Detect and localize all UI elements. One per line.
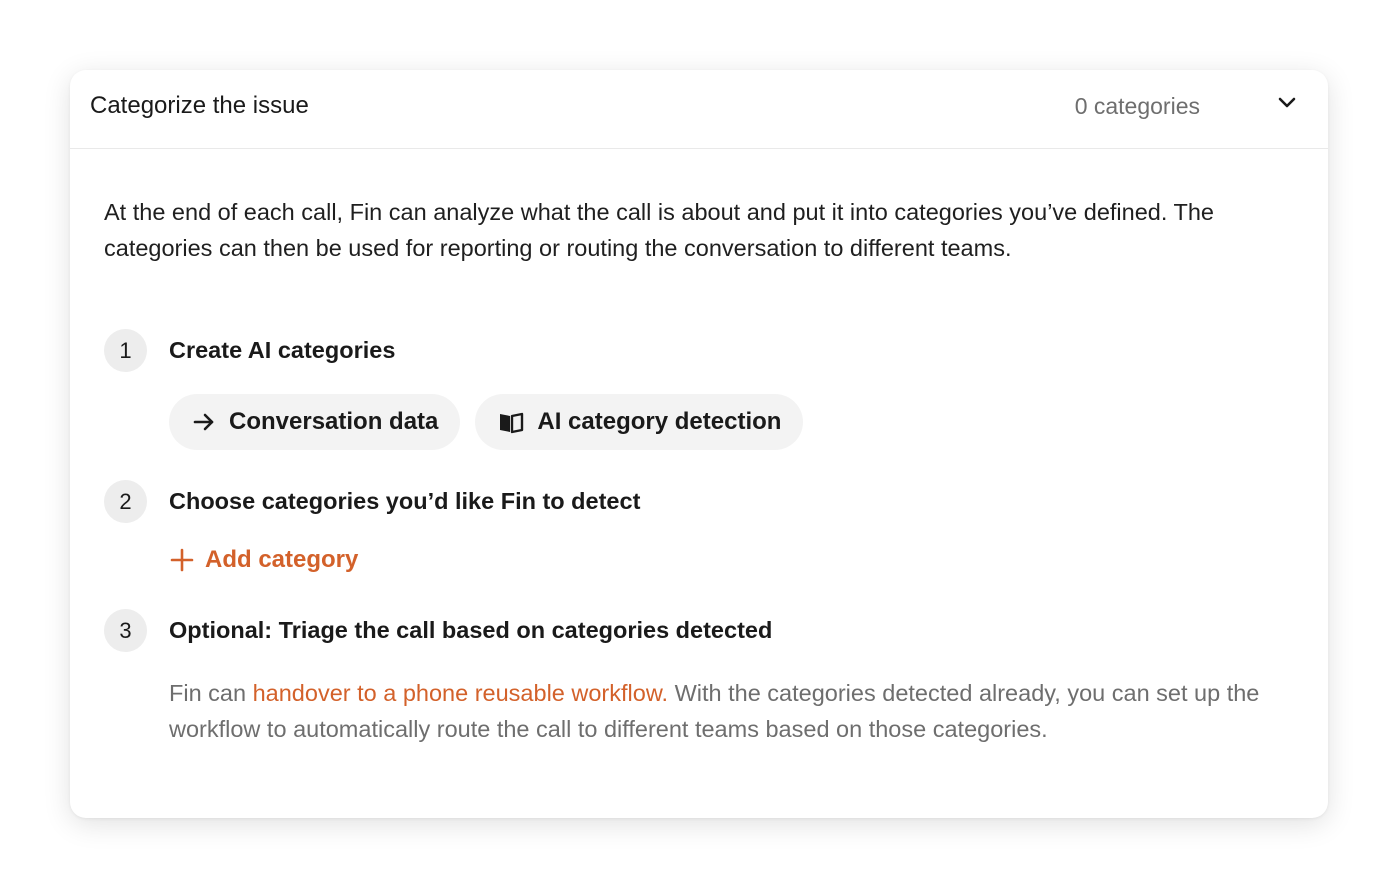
- book-icon: [497, 409, 525, 435]
- step-2: [104, 480, 640, 523]
- ai-category-detection-button[interactable]: [475, 394, 803, 450]
- pill-label: Conversation data: [229, 408, 439, 435]
- category-count: 0 categories: [1074, 93, 1200, 119]
- step-number: 1: [104, 329, 147, 372]
- add-category-button[interactable]: [169, 546, 358, 574]
- step-3: [104, 609, 772, 652]
- add-category-label: Add category: [205, 546, 359, 573]
- pill-label: AI category detection: [537, 408, 782, 435]
- step-3-description: [169, 675, 1279, 747]
- step-number: 3: [104, 609, 147, 652]
- step-number: 2: [104, 480, 147, 523]
- intro-text: At the end of each call, Fin can analyze what the call is about and put it into categories you’ve defined. The categories can then be used for reporting or routing the conversation to different teams.: [104, 199, 1214, 261]
- reusable-workflow-link[interactable]: handover to a phone reusable workflow.: [252, 680, 669, 706]
- chevron-down-icon[interactable]: [1274, 90, 1300, 116]
- step-1: [104, 329, 395, 372]
- step-title: Create AI categories: [169, 337, 396, 363]
- card-title: Categorize the issue: [90, 92, 309, 119]
- categorize-card: [70, 70, 1328, 818]
- conversation-data-button[interactable]: [169, 394, 460, 450]
- step-title: Optional: Triage the call based on categories detected: [169, 617, 773, 643]
- card-header[interactable]: [70, 70, 1328, 149]
- desc-suffix: With the categories detected already, you can set up the workflow to automatically route the call to different teams based on those categories.: [169, 680, 1260, 742]
- step-1-actions: [169, 394, 803, 450]
- arrow-right-icon: [191, 409, 217, 435]
- card-body: [104, 194, 1270, 266]
- step-title: Choose categories you’d like Fin to detect: [169, 488, 641, 514]
- plus-icon: [169, 547, 195, 573]
- desc-prefix: Fin can: [169, 680, 253, 706]
